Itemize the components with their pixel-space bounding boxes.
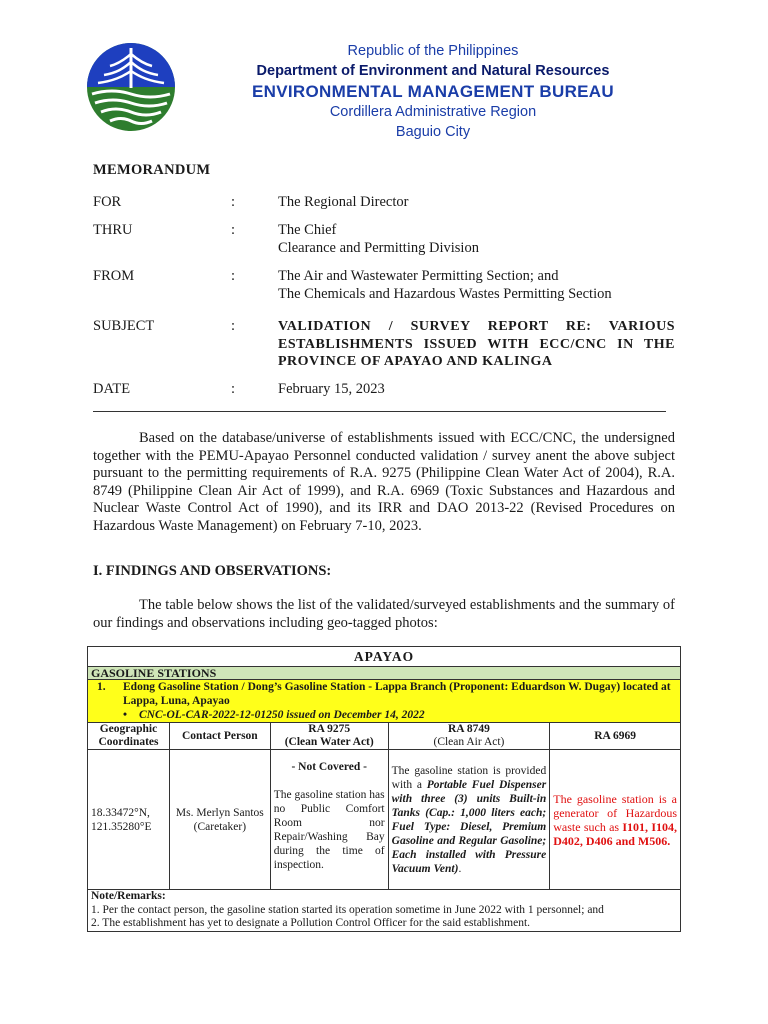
item-number: 1.	[97, 681, 106, 693]
thru-colon: :	[231, 222, 236, 238]
from-label: FROM	[93, 268, 135, 284]
thru-value-line1: The Chief	[278, 222, 337, 238]
col-header-ra6969: RA 6969	[550, 723, 681, 750]
memo-title: MEMORANDUM	[93, 162, 211, 178]
subject-value: VALIDATION / SURVEY REPORT RE: VARIOUS ESTABLISHMENTS ISSUED WITH ECC/CNC IN THE PROVINCE OF APAYAO AND KALINGA	[278, 319, 675, 369]
bullet-icon: •	[123, 709, 128, 721]
cell-coordinates: 18.33472°N, 121.35280°E	[88, 750, 170, 890]
intro-paragraph	[93, 430, 675, 536]
establishment-name: Edong Gasoline Station / Dong’s Gasoline Station - Lappa Branch (Proponent: Eduardson W. Dugay) located at Lappa, Luna, Apayao	[123, 681, 671, 707]
for-value: The Regional Director	[278, 194, 409, 210]
subject-label: SUBJECT	[93, 318, 155, 334]
haz-intro: The gasoline station is a generator of Hazardous waste such as	[553, 791, 677, 834]
findings-table	[87, 646, 681, 932]
establishment-row	[88, 680, 681, 723]
table-intro-text: The table below shows the list of the validated/surveyed establishments and the summary of our findings and observations including geo-tagged photos:	[93, 597, 675, 631]
letterhead-city: Baguio City	[395, 124, 471, 140]
table-intro-paragraph	[93, 597, 675, 632]
thru-value-line2: Clearance and Permitting Division	[278, 239, 479, 256]
subject-colon: :	[231, 318, 236, 334]
ra8749-subtitle: (Clean Air Act)	[433, 736, 505, 748]
col-header-geo: Geographic Coordinates	[88, 723, 170, 750]
note-1: 1. Per the contact person, the gasoline station started its operation sometime in June 2022 with 1 personnel; and	[91, 903, 604, 916]
note-2: 2. The establishment has yet to designate a Pollution Control Officer for the said establishment.	[91, 917, 531, 929]
for-label: FOR	[93, 194, 122, 210]
cell-hazwaste	[550, 750, 681, 890]
province-header: APAYAO	[88, 647, 681, 667]
cell-water	[270, 750, 388, 890]
haz-codes: I101, I104, D402, D406 and M506	[553, 819, 678, 848]
cell-contact: Ms. Merlyn Santos (Caretaker)	[169, 750, 270, 890]
col-header-contact: Contact Person	[169, 723, 270, 750]
air-intro: The gasoline station is provided with a	[391, 764, 547, 791]
letterhead-republic: Republic of the Philippines	[347, 43, 519, 59]
col-header-ra8749	[388, 723, 550, 750]
from-value-line1: The Air and Wastewater Permitting Section; and	[278, 268, 559, 284]
date-label: DATE	[93, 381, 131, 397]
col-header-ra9275	[270, 723, 388, 750]
haz-end: .	[667, 833, 671, 848]
for-colon: :	[231, 194, 236, 210]
section-title: I. FINDINGS AND OBSERVATIONS:	[93, 563, 332, 579]
ra9275-title: RA 9275	[308, 723, 351, 735]
category-header: GASOLINE STATIONS	[88, 667, 681, 680]
letterhead-region: Cordillera Administrative Region	[329, 104, 537, 120]
from-value	[278, 268, 678, 303]
water-findings: The gasoline station has no Public Comfort Room nor Repair/Washing Bay during the time of inspection.	[273, 789, 385, 871]
date-value: February 15, 2023	[278, 381, 385, 397]
header-divider	[93, 411, 666, 412]
letterhead-bureau: ENVIRONMENTAL MANAGEMENT BUREAU	[252, 82, 614, 101]
notes-cell	[88, 890, 681, 932]
certificate-number: CNC-OL-CAR-2022-12-01250 issued on December 14, 2022	[139, 709, 425, 721]
thru-value	[278, 222, 678, 257]
water-status: - Not Covered -	[291, 761, 367, 773]
from-value-line2: The Chemicals and Hazardous Wastes Permitting Section	[278, 285, 612, 302]
air-end: .	[458, 862, 462, 875]
from-colon: :	[231, 268, 236, 284]
ra9275-subtitle: (Clean Water Act)	[284, 736, 374, 748]
intro-paragraph-text: Based on the database/universe of establishments issued with ECC/CNC, the undersigned together with the PEMU-Apayao Personnel conducted validation / survey anent the above subject pursuant to the permitting requirements of R.A. 9275 (Philippine Clean Water Act of 2004), R.A. 8749 (Philippine Clean Air Act of 1999), and R.A. 6969 (Toxic Substances and Hazardous and Nuclear Waste Control Act of 1990), and its IRR and DAO 2013-22 (Revised Procedures on Hazardous Waste Management) on February 7-10, 2023.	[93, 430, 675, 534]
air-equipment: Portable Fuel Dispenser with three (3) units Built-in Tanks (Cap.: 1,000 liters each; Fuel Type: Diesel, Premium Gasoline and Regular Gasoline; Each installed with Pressure Vacuum Vent)	[391, 778, 547, 875]
notes-title: Note/Remarks:	[91, 890, 166, 902]
cell-air	[388, 750, 550, 890]
date-colon: :	[231, 381, 236, 397]
thru-label: THRU	[93, 222, 133, 238]
letterhead-department: Department of Environment and Natural Resources	[256, 63, 610, 79]
ra8749-title: RA 8749	[448, 723, 490, 735]
denr-logo	[86, 42, 176, 132]
